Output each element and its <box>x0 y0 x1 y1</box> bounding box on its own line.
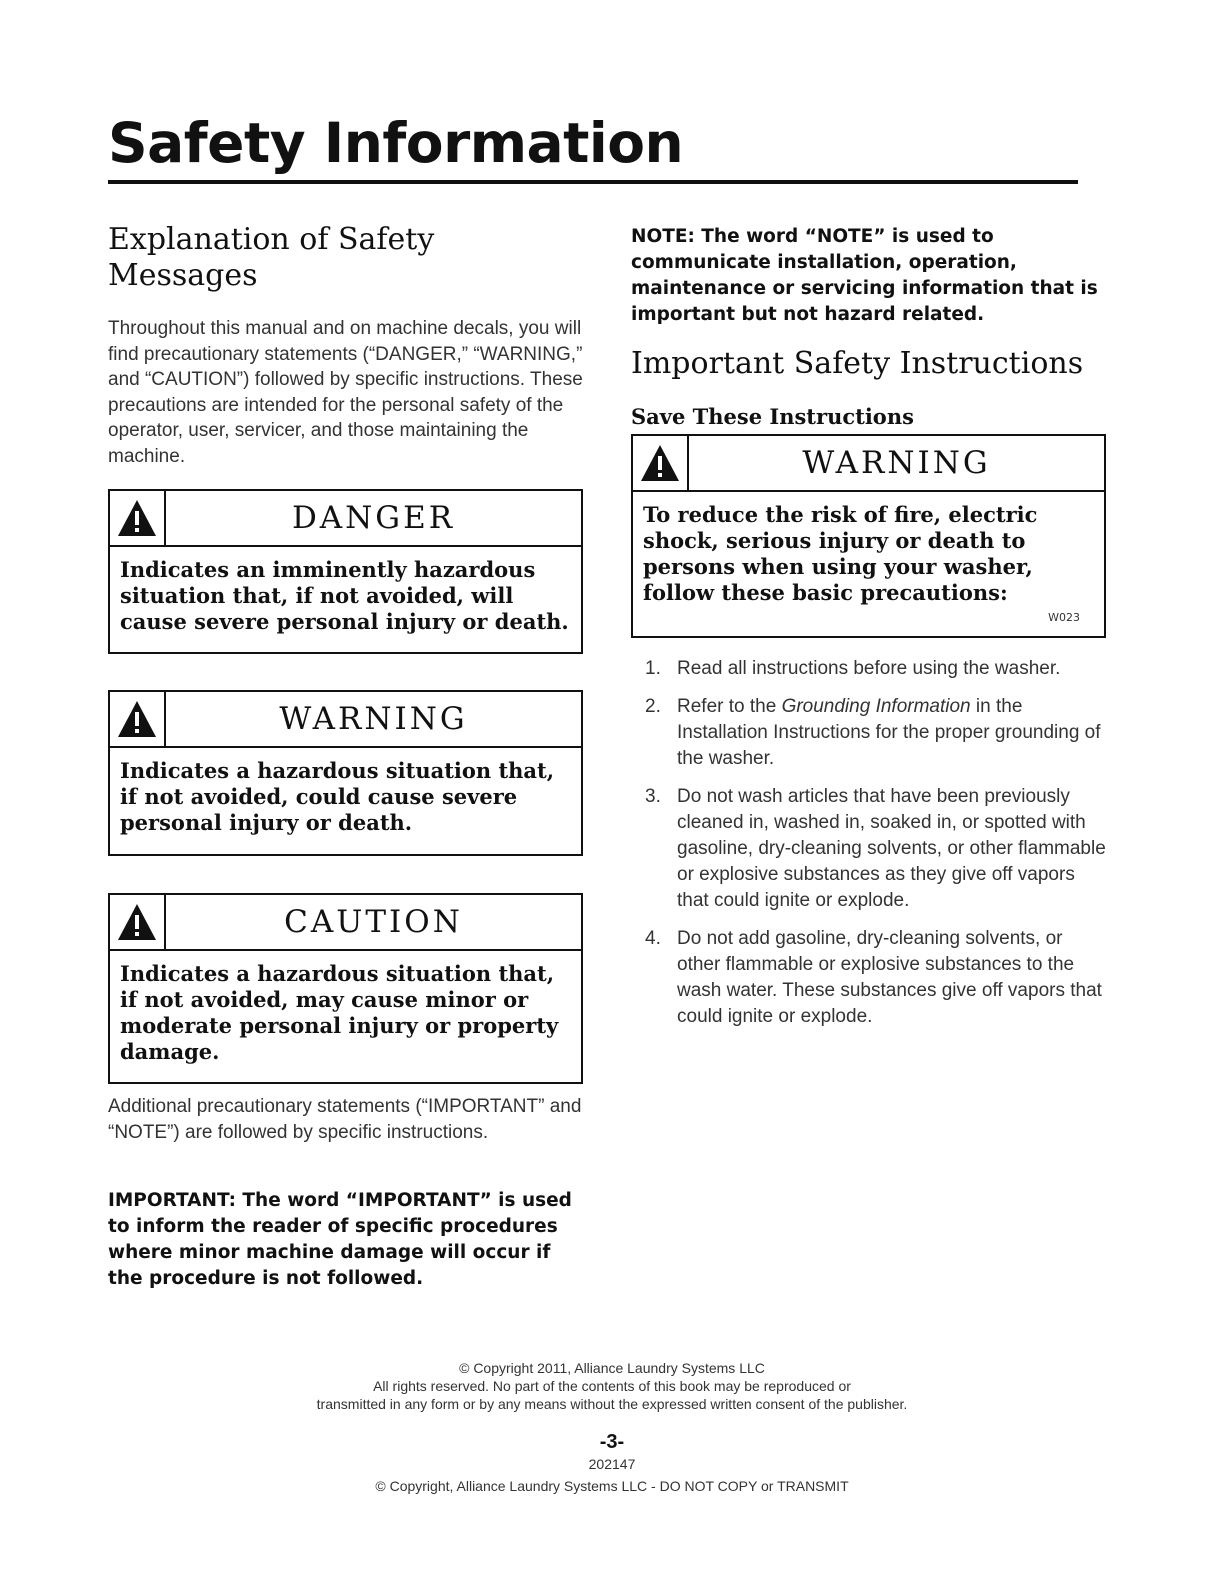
additional-paragraph: Additional precautionary statements (“IMPORTANT” and “NOTE”) are followed by specific instructions. <box>108 1096 582 1143</box>
danger-label: DANGER <box>291 500 456 536</box>
important-safety-heading: Important Safety Instructions <box>631 346 1084 381</box>
left-heading <box>108 222 588 294</box>
warning-triangle-icon <box>110 491 166 545</box>
copyright-line-3: transmitted in any form or by any means without the expressed written consent of the publisher. <box>316 1396 908 1412</box>
caution-text: Indicates a hazardous situation that, if not avoided, may cause minor or moderate personal injury or property damage. <box>120 961 559 1064</box>
caution-label: CAUTION <box>284 904 463 940</box>
page-title: Safety Information <box>108 111 684 175</box>
step-text: Read all instructions before using the washer. <box>677 658 1061 679</box>
list-item <box>631 656 1109 682</box>
safety-steps-list <box>631 656 1109 1042</box>
left-heading-line1: Explanation of Safety <box>108 222 435 257</box>
step-text: Do not wash articles that have been previously cleaned in, washed in, soaked in, or spotted with gasoline, dry-cleaning solvents, or other flammable or explosive substances as they give off vapors that could ignite or explode. <box>677 786 1106 911</box>
document-number: 202147 <box>588 1456 636 1472</box>
copyright-line-1: © Copyright 2011, Alliance Laundry Systems LLC <box>459 1360 765 1376</box>
danger-box-header <box>110 491 581 547</box>
caution-box <box>108 893 583 1084</box>
right-warning-box <box>631 434 1106 638</box>
warning-code: W023 <box>1048 611 1080 624</box>
intro-paragraph: Throughout this manual and on machine decals, you will find precautionary statements (“DANGER,” “WARNING,” and “CAUTION”) followed by specific instructions. These precautions are intended for the personal safety of the operator, user, servicer, and those maintaining the machine. <box>108 318 583 467</box>
note-paragraph: NOTE: The word “NOTE” is used to communicate installation, operation, maintenance or servicing information that is important but not hazard related. <box>631 226 1098 325</box>
list-item <box>631 694 1109 772</box>
copyright-line-2: All rights reserved. No part of the contents of this book may be reproduced or <box>373 1378 851 1394</box>
copy-notice: © Copyright, Alliance Laundry Systems LLC - DO NOT COPY or TRANSMIT <box>375 1478 849 1494</box>
copyright-block <box>0 1359 1224 1413</box>
warning-triangle-icon <box>110 692 166 746</box>
danger-box <box>108 489 583 654</box>
list-item <box>631 784 1109 914</box>
step-number: 2. <box>645 696 661 717</box>
title-rule <box>108 180 1078 184</box>
list-item <box>631 926 1109 1030</box>
warning-box <box>108 690 583 856</box>
step-text: Refer to the Grounding Information in the Installation Instructions for the proper grounding of the washer. <box>677 696 1101 769</box>
step-text: Do not add gasoline, dry-cleaning solvents, or other flammable or explosive substances to the wash water. These substances give off vapors that could ignite or explode. <box>677 928 1102 1027</box>
right-warning-text: To reduce the risk of fire, electric shock, serious injury or death to persons when using your washer, follow these basic precautions: <box>643 502 1038 605</box>
step-number: 3. <box>645 786 661 807</box>
step-number: 1. <box>645 658 661 679</box>
warning-triangle-icon <box>110 895 166 949</box>
save-instructions-subheading: Save These Instructions <box>631 404 914 429</box>
warning-box-header <box>110 692 581 748</box>
page-number: -3- <box>599 1431 625 1453</box>
danger-text: Indicates an imminently hazardous situation that, if not avoided, will cause severe personal injury or death. <box>120 557 569 634</box>
important-note: IMPORTANT: The word “IMPORTANT” is used to inform the reader of specific procedures where minor machine damage will occur if the procedure is not followed. <box>108 1190 572 1289</box>
left-heading-line2: Messages <box>108 258 258 293</box>
caution-box-header <box>110 895 581 951</box>
right-warning-label: WARNING <box>802 445 991 481</box>
warning-text: Indicates a hazardous situation that, if not avoided, could cause severe personal injury or death. <box>120 758 555 835</box>
warning-triangle-icon <box>633 436 689 490</box>
right-warning-box-header <box>633 436 1104 492</box>
warning-label: WARNING <box>279 701 468 737</box>
step-number: 4. <box>645 928 661 949</box>
